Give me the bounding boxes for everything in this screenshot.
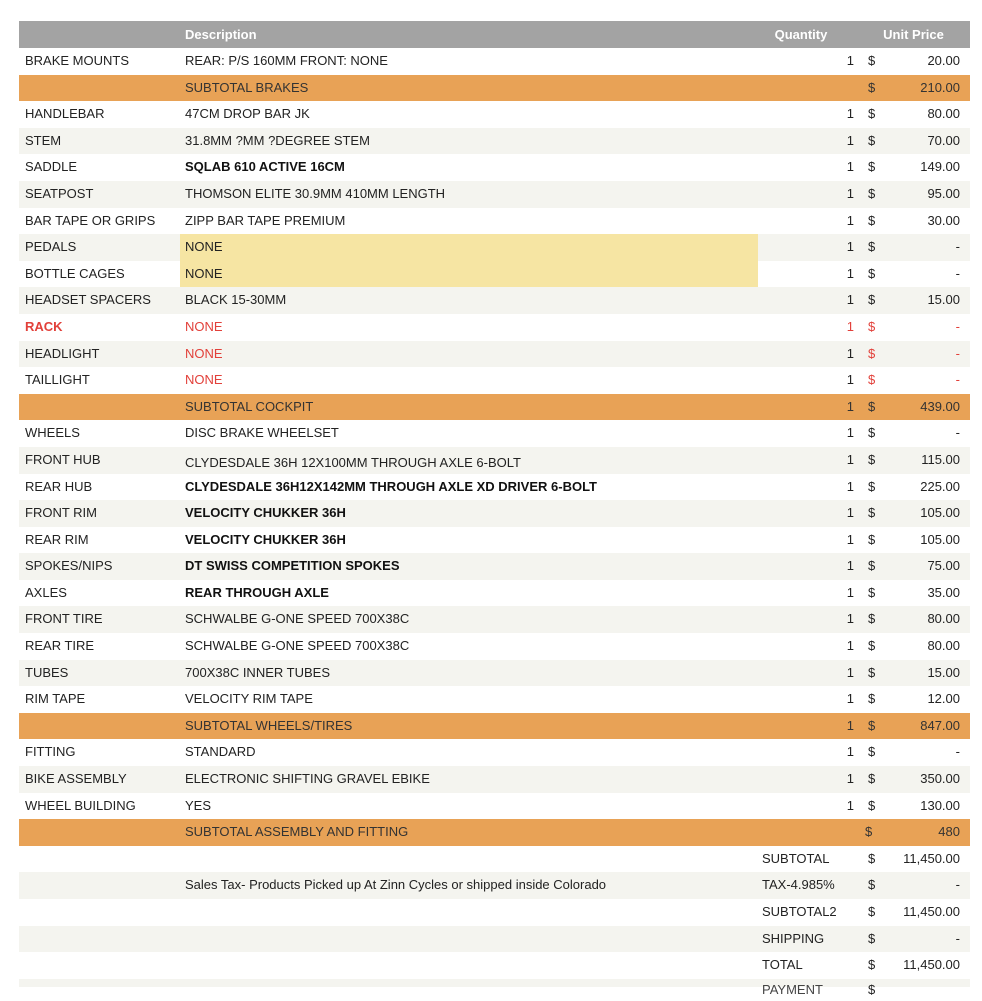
currency-symbol: $ <box>868 584 876 600</box>
item-description: 47CM DROP BAR JK <box>185 106 310 122</box>
item-price: - <box>955 318 960 334</box>
currency-symbol: $ <box>868 132 876 148</box>
currency-symbol: $ <box>868 106 876 122</box>
subtotal-price: 439.00 <box>920 398 960 414</box>
item-quantity: 1 <box>846 771 854 787</box>
line-item-row <box>19 793 970 820</box>
currency-symbol: $ <box>868 398 876 414</box>
line-item-row <box>19 766 970 793</box>
item-description: NONE <box>180 261 758 288</box>
item-description: 31.8MM ?MM ?DEGREE STEM <box>185 132 370 148</box>
item-name: FRONT HUB <box>25 451 101 467</box>
totals-note: Sales Tax- Products Picked up At Zinn Cycles or shipped inside Colorado <box>185 877 607 893</box>
item-description: YES <box>185 797 212 813</box>
currency-symbol: $ <box>868 451 876 467</box>
totals-row <box>19 952 970 979</box>
item-name: AXLES <box>25 584 67 600</box>
totals-label: TOTAL <box>762 957 803 973</box>
totals-label: SUBTOTAL <box>762 850 830 866</box>
item-price: - <box>955 372 960 388</box>
line-item-row <box>19 367 970 394</box>
item-quantity: 1 <box>846 398 854 414</box>
line-item-row <box>19 287 970 314</box>
item-price: 15.00 <box>927 664 960 680</box>
subtotal-price: 847.00 <box>920 717 960 733</box>
currency-symbol: $ <box>868 79 876 95</box>
line-item-row <box>19 447 970 474</box>
item-description: BLACK 15-30MM <box>185 292 287 308</box>
line-item-row <box>19 606 970 633</box>
item-quantity: 1 <box>846 478 854 494</box>
currency-symbol: $ <box>868 981 876 997</box>
totals-value <box>880 979 960 987</box>
totals-value: 11,450.00 <box>903 957 960 973</box>
item-price: 80.00 <box>927 611 960 627</box>
item-quantity: 1 <box>846 611 854 627</box>
item-name: SEATPOST <box>25 185 94 201</box>
item-name: RIM TAPE <box>25 691 86 707</box>
totals-row <box>19 846 970 873</box>
currency-symbol: $ <box>865 824 873 840</box>
item-name: HEADLIGHT <box>25 345 100 361</box>
line-item-row <box>19 314 970 341</box>
currency-symbol: $ <box>868 771 876 787</box>
item-price: 95.00 <box>927 185 960 201</box>
totals-value: 11,450.00 <box>903 850 960 866</box>
item-description: STANDARD <box>185 744 256 760</box>
item-name: FRONT TIRE <box>25 611 103 627</box>
item-name <box>25 394 180 421</box>
currency-symbol: $ <box>868 691 876 707</box>
currency-symbol: $ <box>868 904 876 919</box>
header-item <box>25 21 180 48</box>
item-quantity: 1 <box>846 717 854 733</box>
item-price: - <box>955 744 960 760</box>
item-name: FRONT RIM <box>25 505 97 521</box>
line-item-row <box>19 420 970 447</box>
totals-value: - <box>955 930 960 946</box>
item-price: 225.00 <box>920 478 960 494</box>
subtotal-label: SUBTOTAL COCKPIT <box>185 398 314 414</box>
item-name <box>25 819 180 846</box>
currency-symbol: $ <box>868 292 876 308</box>
totals-row-partial <box>19 979 970 997</box>
item-description: ELECTRONIC SHIFTING GRAVEL EBIKE <box>185 771 430 787</box>
currency-symbol: $ <box>868 957 876 973</box>
item-price: - <box>955 265 960 281</box>
item-description: DISC BRAKE WHEELSET <box>185 425 339 441</box>
item-description: NONE <box>185 372 223 388</box>
item-name: REAR TIRE <box>25 638 95 654</box>
item-description: NONE <box>185 318 223 334</box>
item-quantity: 1 <box>846 132 854 148</box>
invoice-sheet <box>19 21 970 997</box>
line-item-row <box>19 261 970 288</box>
header-unit-price: Unit Price <box>883 27 944 42</box>
item-description: ZIPP BAR TAPE PREMIUM <box>185 212 346 228</box>
line-item-row <box>19 101 970 128</box>
item-price: 70.00 <box>927 132 960 148</box>
item-quantity: 1 <box>846 318 854 334</box>
item-quantity: 1 <box>846 239 854 255</box>
item-quantity <box>758 819 854 846</box>
subtotal-row <box>19 394 970 421</box>
item-quantity: 1 <box>846 265 854 281</box>
item-name: REAR HUB <box>25 478 93 494</box>
currency-symbol: $ <box>868 664 876 680</box>
item-name: SADDLE <box>25 159 78 175</box>
item-name: RACK <box>25 318 63 334</box>
line-item-row <box>19 181 970 208</box>
line-item-row <box>19 500 970 527</box>
totals-note <box>180 899 758 926</box>
totals-label: SHIPPING <box>762 930 825 946</box>
currency-symbol: $ <box>868 531 876 547</box>
currency-symbol: $ <box>868 239 876 255</box>
item-quantity: 1 <box>846 797 854 813</box>
currency-symbol: $ <box>868 345 876 361</box>
line-item-row <box>19 48 970 75</box>
item-name <box>25 713 180 740</box>
item-name: WHEEL BUILDING <box>25 797 136 813</box>
item-name: STEM <box>25 132 62 148</box>
item-description: VELOCITY CHUKKER 36H <box>185 505 346 521</box>
currency-symbol: $ <box>868 53 876 68</box>
currency-symbol: $ <box>868 638 876 654</box>
item-price: - <box>955 239 960 255</box>
totals-label: SUBTOTAL2 <box>762 904 837 919</box>
line-item-row <box>19 234 970 261</box>
item-description: VELOCITY RIM TAPE <box>185 691 313 707</box>
line-item-row <box>19 739 970 766</box>
item-name: TAILLIGHT <box>25 372 90 388</box>
item-quantity: 1 <box>846 531 854 547</box>
item-quantity: 1 <box>846 185 854 201</box>
item-description: DT SWISS COMPETITION SPOKES <box>185 558 400 574</box>
item-quantity: 1 <box>846 558 854 574</box>
item-quantity: 1 <box>846 345 854 361</box>
subtotal-row <box>19 713 970 740</box>
totals-row <box>19 899 970 926</box>
item-price: 15.00 <box>927 292 960 308</box>
item-description: 700X38C INNER TUBES <box>185 664 330 680</box>
currency-symbol: $ <box>868 558 876 574</box>
line-item-row <box>19 633 970 660</box>
item-description: VELOCITY CHUKKER 36H <box>185 531 346 547</box>
currency-symbol: $ <box>868 159 876 175</box>
currency-symbol: $ <box>868 797 876 813</box>
line-item-row <box>19 154 970 181</box>
subtotal-label: SUBTOTAL WHEELS/TIRES <box>185 717 353 733</box>
item-description: NONE <box>180 234 758 261</box>
item-price: 350.00 <box>920 771 960 787</box>
item-quantity: 1 <box>846 744 854 760</box>
item-description: SQLAB 610 ACTIVE 16CM <box>185 159 345 175</box>
item-price: 30.00 <box>927 212 960 228</box>
currency-symbol: $ <box>868 850 876 866</box>
totals-label: TAX-4.985% <box>762 877 835 893</box>
item-price: 130.00 <box>920 797 960 813</box>
item-quantity: 1 <box>846 664 854 680</box>
item-quantity: 1 <box>846 584 854 600</box>
item-quantity: 1 <box>846 292 854 308</box>
subtotal-row <box>19 819 970 846</box>
line-item-row <box>19 660 970 687</box>
totals-value: - <box>955 877 960 893</box>
item-price: 20.00 <box>927 53 960 68</box>
line-item-row <box>19 341 970 368</box>
item-description: CLYDESDALE 36H 12X100MM THROUGH AXLE 6-BOLT <box>185 454 521 470</box>
subtotal-label: SUBTOTAL ASSEMBLY AND FITTING <box>185 824 409 840</box>
currency-symbol: $ <box>868 372 876 388</box>
item-price: 35.00 <box>927 584 960 600</box>
totals-value: 11,450.00 <box>903 904 960 919</box>
item-name: BIKE ASSEMBLY <box>25 771 127 787</box>
totals-note <box>180 952 758 979</box>
item-price: 80.00 <box>927 638 960 654</box>
item-price: - <box>955 425 960 441</box>
subtotal-price: 210.00 <box>920 79 960 95</box>
item-name <box>25 75 180 102</box>
item-description: REAR: P/S 160MM FRONT: NONE <box>185 53 388 68</box>
item-name: BOTTLE CAGES <box>25 265 125 281</box>
currency-symbol: $ <box>868 478 876 494</box>
line-item-row <box>19 553 970 580</box>
item-quantity: 1 <box>846 505 854 521</box>
item-quantity: 1 <box>846 638 854 654</box>
item-description: REAR THROUGH AXLE <box>185 584 329 600</box>
currency-symbol: $ <box>868 717 876 733</box>
item-price: 149.00 <box>920 159 960 175</box>
totals-row <box>19 872 970 899</box>
item-name: BRAKE MOUNTS <box>25 53 130 68</box>
item-quantity: 1 <box>846 372 854 388</box>
item-price: 105.00 <box>920 505 960 521</box>
line-item-row <box>19 527 970 554</box>
subtotal-row <box>19 75 970 102</box>
header-description: Description <box>185 27 257 42</box>
item-quantity: 1 <box>846 451 854 467</box>
item-price: - <box>955 345 960 361</box>
item-name: REAR RIM <box>25 531 89 547</box>
currency-symbol: $ <box>868 877 876 893</box>
header-row <box>19 21 970 48</box>
subtotal-price: 480 <box>938 824 960 840</box>
totals-note <box>180 846 758 873</box>
item-name: TUBES <box>25 664 69 680</box>
item-quantity: 1 <box>846 53 854 68</box>
item-quantity: 1 <box>846 106 854 122</box>
item-name: PEDALS <box>25 239 77 255</box>
item-quantity: 1 <box>846 691 854 707</box>
item-name: WHEELS <box>25 425 80 441</box>
item-name: SPOKES/NIPS <box>25 558 113 574</box>
item-name: HEADSET SPACERS <box>25 292 151 308</box>
item-description: SCHWALBE G-ONE SPEED 700X38C <box>185 611 410 627</box>
item-quantity: 1 <box>846 159 854 175</box>
line-item-row <box>19 128 970 155</box>
subtotal-label: SUBTOTAL BRAKES <box>185 79 309 95</box>
line-item-row <box>19 208 970 235</box>
currency-symbol: $ <box>868 505 876 521</box>
item-description: SCHWALBE G-ONE SPEED 700X38C <box>185 638 410 654</box>
item-description: NONE <box>185 345 223 361</box>
line-item-row <box>19 686 970 713</box>
item-price: 12.00 <box>927 691 960 707</box>
header-quantity: Quantity <box>774 27 828 42</box>
item-quantity: 1 <box>846 212 854 228</box>
line-item-row <box>19 580 970 607</box>
item-price: 115.00 <box>921 451 960 467</box>
line-item-row <box>19 474 970 501</box>
currency-symbol: $ <box>868 611 876 627</box>
item-price: 75.00 <box>927 558 960 574</box>
currency-symbol: $ <box>868 265 876 281</box>
currency-symbol: $ <box>868 930 876 946</box>
totals-note <box>180 926 758 953</box>
item-quantity <box>758 75 854 102</box>
item-name: BAR TAPE OR GRIPS <box>25 212 156 228</box>
item-description: CLYDESDALE 36H12X142MM THROUGH AXLE XD DRIVER 6-BOLT <box>185 478 597 494</box>
totals-label: PAYMENT <box>762 981 823 997</box>
currency-symbol: $ <box>868 185 876 201</box>
item-quantity: 1 <box>846 425 854 441</box>
item-description: THOMSON ELITE 30.9MM 410MM LENGTH <box>185 185 446 201</box>
totals-row <box>19 926 970 953</box>
currency-symbol: $ <box>868 212 876 228</box>
currency-symbol: $ <box>868 744 876 760</box>
currency-symbol: $ <box>868 318 876 334</box>
item-name: FITTING <box>25 744 76 760</box>
item-name: HANDLEBAR <box>25 106 105 122</box>
item-price: 105.00 <box>920 531 960 547</box>
item-price: 80.00 <box>927 106 960 122</box>
currency-symbol: $ <box>868 425 876 441</box>
